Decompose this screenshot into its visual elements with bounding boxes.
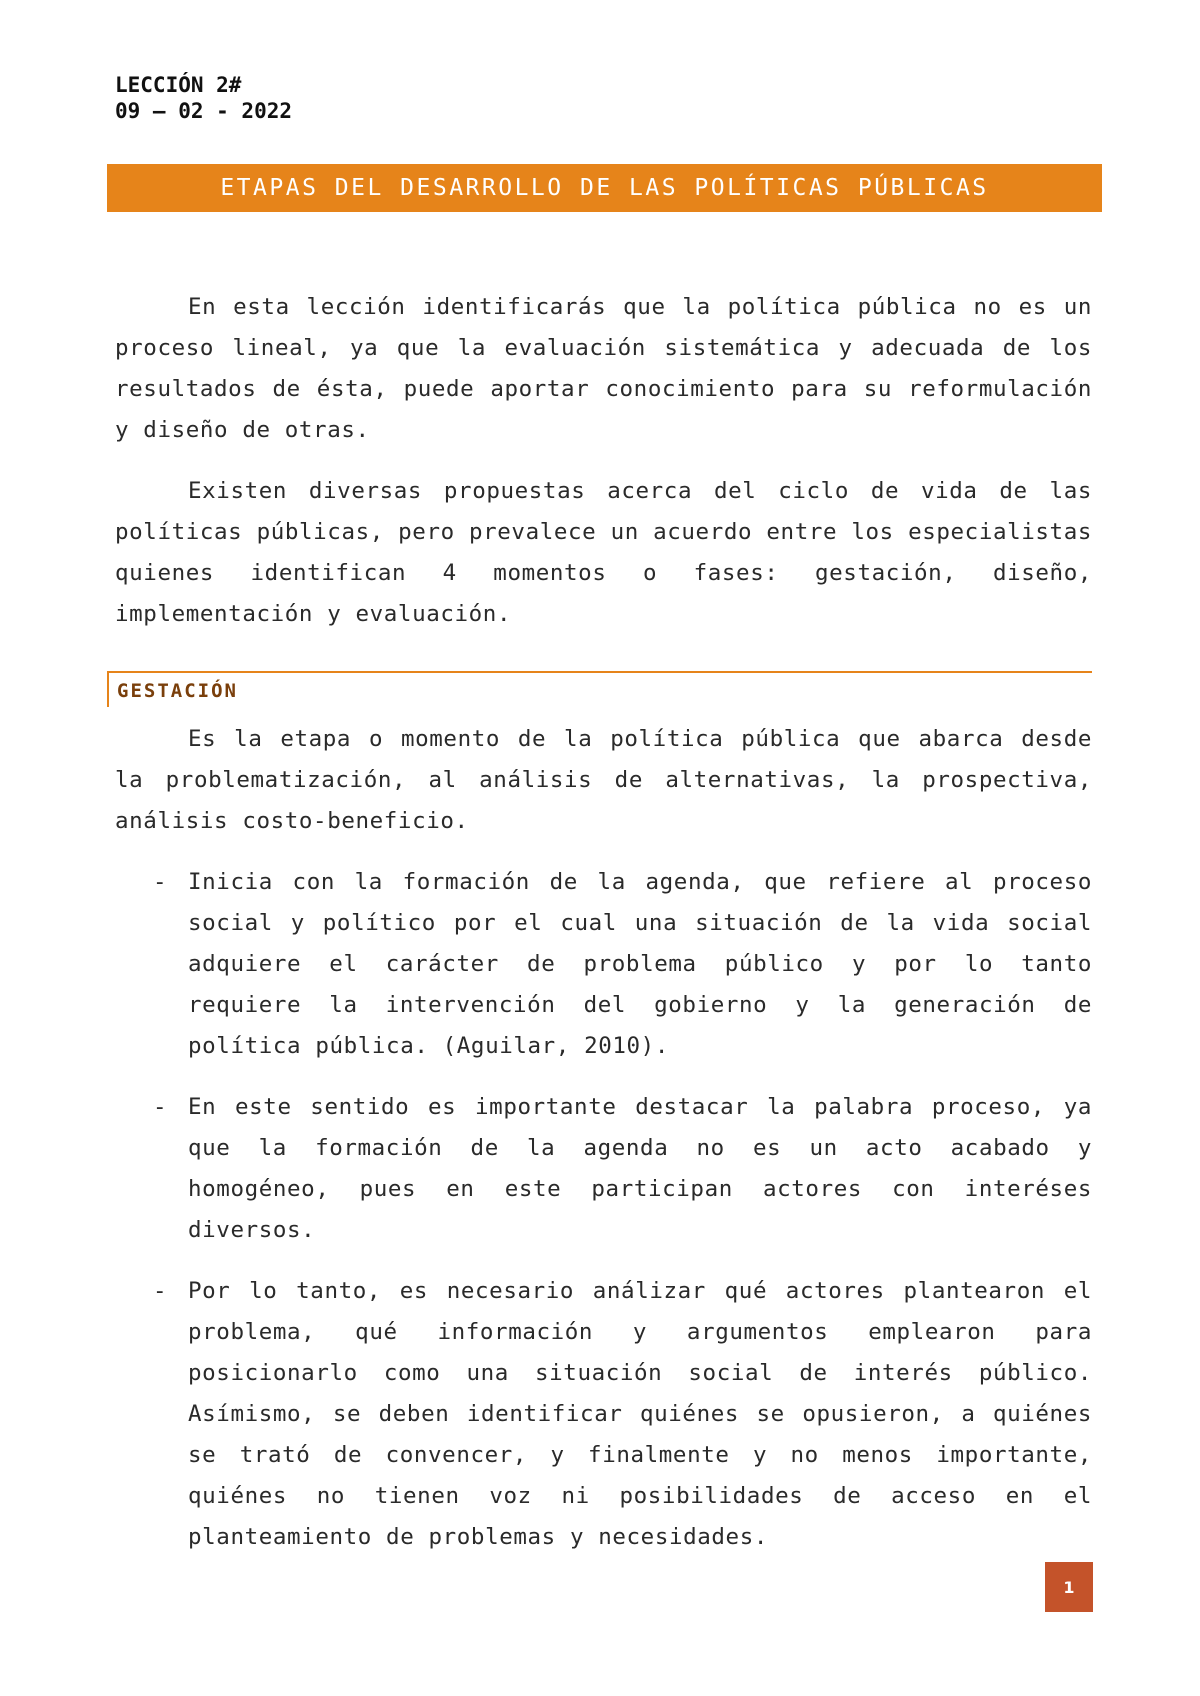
page-number: 1 xyxy=(1063,1577,1075,1597)
section-heading-text: GESTACIÓN xyxy=(117,680,238,702)
lesson-header xyxy=(115,72,292,124)
page-number-badge xyxy=(1045,1562,1093,1612)
intro-paragraph: En esta lección identificarás que la política pública no es un proceso lineal, ya que la evaluación sistemática y adecuada de los resultados de ésta, puede aportar conocimiento para su reformulación y diseño de otras. xyxy=(115,294,1092,443)
bullet-list xyxy=(115,862,1092,1558)
list-item-text: Inicia con la formación de la agenda, que refiere al proceso social y político por el cual una situación de la vida social adquiere el carácter de problema público y por lo tanto requiere la intervención del gobierno y la generación de política pública. (Aguilar, 2010). xyxy=(188,869,1092,1059)
document-body xyxy=(115,287,1092,1578)
lesson-label: LECCIÓN 2# xyxy=(115,73,242,97)
intro-paragraph: Existen diversas propuestas acerca del ciclo de vida de las políticas públicas, pero prevalece un acuerdo entre los especialistas quienes identifican 4 momentos o fases: gestación, diseño, implementación y evaluación. xyxy=(115,478,1092,627)
lesson-date: 09 – 02 - 2022 xyxy=(115,99,293,123)
dash-marker: - xyxy=(153,1094,168,1120)
dash-marker: - xyxy=(153,1278,168,1304)
document-title: ETAPAS DEL DESARROLLO DE LAS POLÍTICAS PÚBLICAS xyxy=(220,175,989,201)
section-paragraph: Es la etapa o momento de la política pública que abarca desde la problematización, al análisis de alternativas, la prospectiva, análisis costo-beneficio. xyxy=(115,726,1092,834)
document-title-bar xyxy=(107,164,1102,212)
dash-marker: - xyxy=(153,869,168,895)
list-item xyxy=(115,1271,1092,1558)
list-item-text: Por lo tanto, es necesario análizar qué actores plantearon el problema, qué información y argumentos emplearon para posicionarlo como una situación social de interés público. Asímismo, se deben identificar quiénes se opusieron, a quiénes se trató de convencer, y finalmente y no menos importante, quiénes no tienen voz ni posibilidades de acceso en el planteamiento de problemas y necesidades. xyxy=(188,1278,1092,1550)
section-heading xyxy=(107,671,1092,707)
list-item xyxy=(115,1087,1092,1251)
list-item xyxy=(115,862,1092,1067)
list-item-text: En este sentido es importante destacar la palabra proceso, ya que la formación de la agenda no es un acto acabado y homogéneo, pues en este participan actores con interéses diversos. xyxy=(188,1094,1092,1243)
